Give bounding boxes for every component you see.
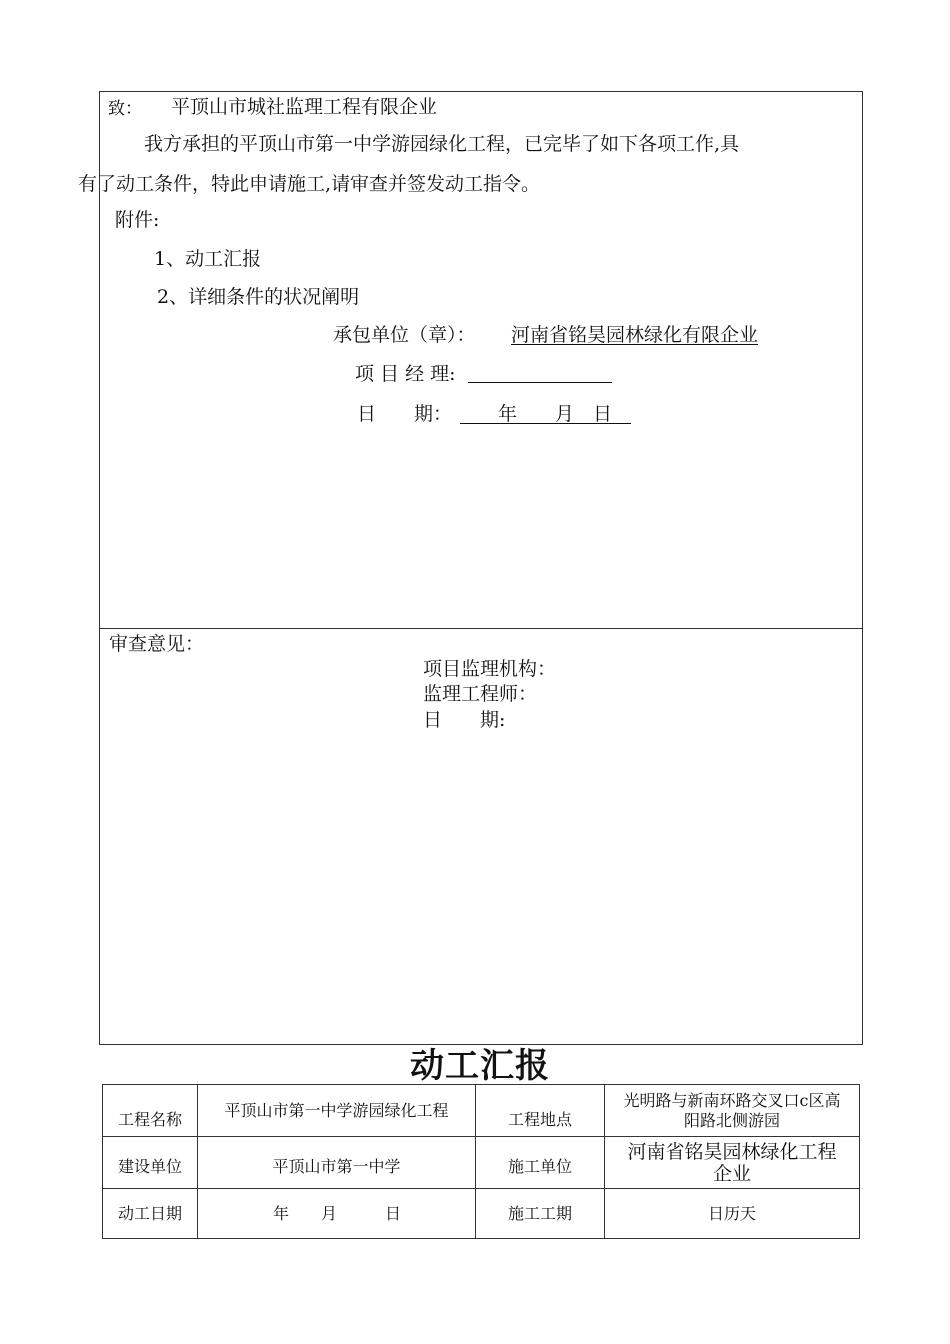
contractor-name: 河南省铭昊园林绿化有限企业 bbox=[511, 324, 759, 346]
owner-unit-label: 建设单位 bbox=[103, 1137, 198, 1189]
supervision-engineer-label: 监理工程师： bbox=[423, 683, 538, 705]
construction-unit-name: 河南省铭昊园林绿化工程企业 bbox=[627, 1140, 837, 1185]
construction-period-label: 施工工期 bbox=[476, 1189, 605, 1239]
review-heading: 审查意见： bbox=[109, 633, 205, 655]
project-name-value: 平顶山市第一中学游园绿化工程 bbox=[198, 1085, 476, 1137]
table-row bbox=[103, 1085, 860, 1137]
review-date-label: 日 期: bbox=[423, 709, 506, 731]
construction-unit-value bbox=[605, 1137, 860, 1189]
project-location-label: 工程地点 bbox=[476, 1085, 605, 1137]
application-date-value: 年 月 日 bbox=[460, 403, 632, 425]
project-manager-label: 项 目 经 理: bbox=[355, 363, 456, 385]
supervision-agency-label: 项目监理机构： bbox=[423, 658, 557, 680]
application-date-label: 日 期： bbox=[357, 403, 453, 425]
application-box bbox=[99, 91, 863, 629]
attachment-item: 1、动工汇报 bbox=[154, 248, 262, 270]
to-recipient: 平顶山市城社监理工程有限企业 bbox=[171, 96, 438, 118]
application-body-line2: 有了动工条件，特此申请施工,请审查并签发动工指令。 bbox=[78, 173, 541, 195]
attachment-item: 2、详细条件的状况阐明 bbox=[157, 286, 360, 308]
table-row bbox=[103, 1189, 860, 1239]
contractor-label: 承包单位（章）： bbox=[333, 324, 476, 346]
report-table bbox=[102, 1084, 860, 1239]
report-title: 动工汇报 bbox=[410, 1046, 550, 1086]
owner-unit-value: 平顶山市第一中学 bbox=[198, 1137, 476, 1189]
application-body-line1: 我方承担的平顶山市第一中学游园绿化工程，已完毕了如下各项工作,具 bbox=[144, 133, 740, 155]
project-name-label: 工程名称 bbox=[103, 1085, 198, 1137]
attachments-label: 附件: bbox=[115, 209, 160, 231]
start-date-label: 动工日期 bbox=[103, 1189, 198, 1239]
construction-period-value: 日历天 bbox=[605, 1189, 860, 1239]
project-location-value: 光明路与新南环路交叉口c区高阳路北侧游园 bbox=[605, 1085, 860, 1137]
start-date-value: 年 月 日 bbox=[198, 1189, 476, 1239]
construction-unit-label: 施工单位 bbox=[476, 1137, 605, 1189]
table-row bbox=[103, 1137, 860, 1189]
project-manager-blank bbox=[468, 364, 612, 383]
to-label: 致： bbox=[108, 99, 142, 119]
